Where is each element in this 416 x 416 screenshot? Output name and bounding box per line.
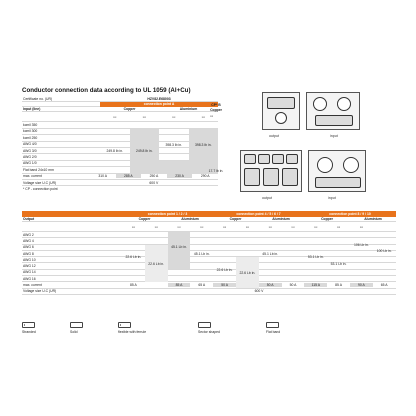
cpb-torque: 17.7 lb in. [208, 168, 224, 173]
input-label: Input (line) [23, 107, 41, 112]
icon-row: ▭ ▭ ▭ ▭ [22, 112, 218, 122]
mat-aluminium: Aluminium [179, 107, 198, 112]
cp-1-3-header: connection point 1 / 2 / 3 [147, 212, 188, 216]
torque-cp8-cu-a: 53.1 Lb in. [307, 255, 324, 259]
legend-sector: Sector shaped [198, 322, 220, 334]
torque-cp1-cu-a: 22.6 Lb in. [125, 255, 142, 259]
output-caption-bottom: output [262, 196, 272, 200]
al-torque-a: 398.3 lb in. [165, 143, 183, 147]
cu-torque-a: 249.8 lb in. [106, 149, 124, 154]
torque-cp1-al-a: 45.1 Lb in. [171, 245, 187, 249]
torque-cp8-al-b: 100 Lb in. [376, 248, 392, 253]
cp-8-10-header: connection point 8 / 9 / 10 [329, 212, 371, 216]
bottom-max-current-row: max. current 85 A 85 A 65 A 50 A 50 A 50 A 115 A 85 A 90 A 65 A [22, 282, 396, 288]
page-title: Conductor connection data according to UL 1059 (Al+Cu) [22, 87, 191, 94]
legend-flexible: flexible with ferrule [118, 322, 146, 334]
torque-cp4-al: 45.1 Lb in. [262, 252, 279, 256]
legend-flat-band: Flat band [266, 322, 280, 334]
input-caption-top: input [330, 134, 338, 138]
max-current-row: max. current 310 A 285 A 250 A 230 A 290 A [22, 174, 218, 180]
output-diagram-top [262, 92, 300, 130]
torque-cp4-cu-a: 22.6 Lb in. [216, 267, 233, 272]
cert-no: HZV82.E68003 [147, 96, 171, 101]
input-diagram-top [306, 92, 360, 130]
torque-cp1-cu-b: 22.6 Lb in. [145, 245, 168, 282]
cp-b-header: CP* B [211, 102, 221, 107]
cp-4-7-header: connection point 4 / 5 / 6 / 7 [236, 212, 281, 216]
torque-cp4-cu-b: 22.6 Lb in. [236, 257, 259, 288]
mat-copper: Copper [123, 107, 136, 112]
top-table: Certificate no. (UR) HZV82.E68003 connection point A Input (line) Copper Aluminium ▭ ▭ ▭ ▭ kcmil 350 kcmil 300 kcmil 250 AWG 4/0 AWG 3/0 AWG 2/0 AWG 1/0 Flat band 24x10 mm max. current 310 A 285 A 250 A 230 A 290 A Voltage size U.C (UR) 600 V * CP - connection point [22, 96, 218, 193]
stranded-icon [22, 322, 35, 328]
al-torque-b: 398.3 lb in. [189, 129, 219, 161]
output-label: Output [23, 217, 35, 221]
cp-a-header: connection point A [100, 102, 218, 107]
input-caption-bottom: input [328, 196, 336, 200]
cp-b-material: Copper [210, 107, 222, 112]
cu-torque-b: 249.8 lb in. [130, 129, 160, 174]
bottom-voltage-row: Voltage size U.C (UR) 600 V [22, 289, 396, 295]
input-diagram-bottom [308, 150, 366, 192]
cert-label: Certificate no. (UR) [23, 96, 53, 101]
torque-cp8-cu-b: 53.1 Lb in. [330, 262, 347, 266]
bottom-table: Output ▭ ▭ ▭ ▭ ▭ ▭ ▭ ▭ ▭ ▭ ▭ AWG 2 AWG 4 AWG 6 AWG 8 AWG 10 AWG 12 AWG 14 AWG 16 max. current 85 A 85 A 65 A 50 A 50 A 50 A 115 A 85 A 90 A 65 A Voltage size U.C (UR) 600 V [22, 211, 396, 295]
sector-icon [198, 322, 211, 328]
footnote: * CP - connection point [23, 187, 58, 192]
legend-stranded: Stranded [22, 322, 36, 334]
legend-solid: Solid [70, 322, 83, 334]
ferrule-icon [118, 322, 131, 328]
flat-band-icon [266, 322, 279, 328]
torque-cp1-al-b: 45.1 Lb in. [193, 252, 210, 256]
voltage-row: Voltage size U.C (UR) 600 V [22, 180, 218, 186]
solid-icon [70, 322, 83, 328]
torque-cp8-al-a: 106 Lb in. [353, 242, 369, 247]
output-caption-top: output [269, 134, 279, 138]
output-diagram-bottom [240, 150, 302, 192]
bottom-icon-row: ▭ ▭ ▭ ▭ ▭ ▭ ▭ ▭ ▭ ▭ ▭ [22, 222, 396, 232]
